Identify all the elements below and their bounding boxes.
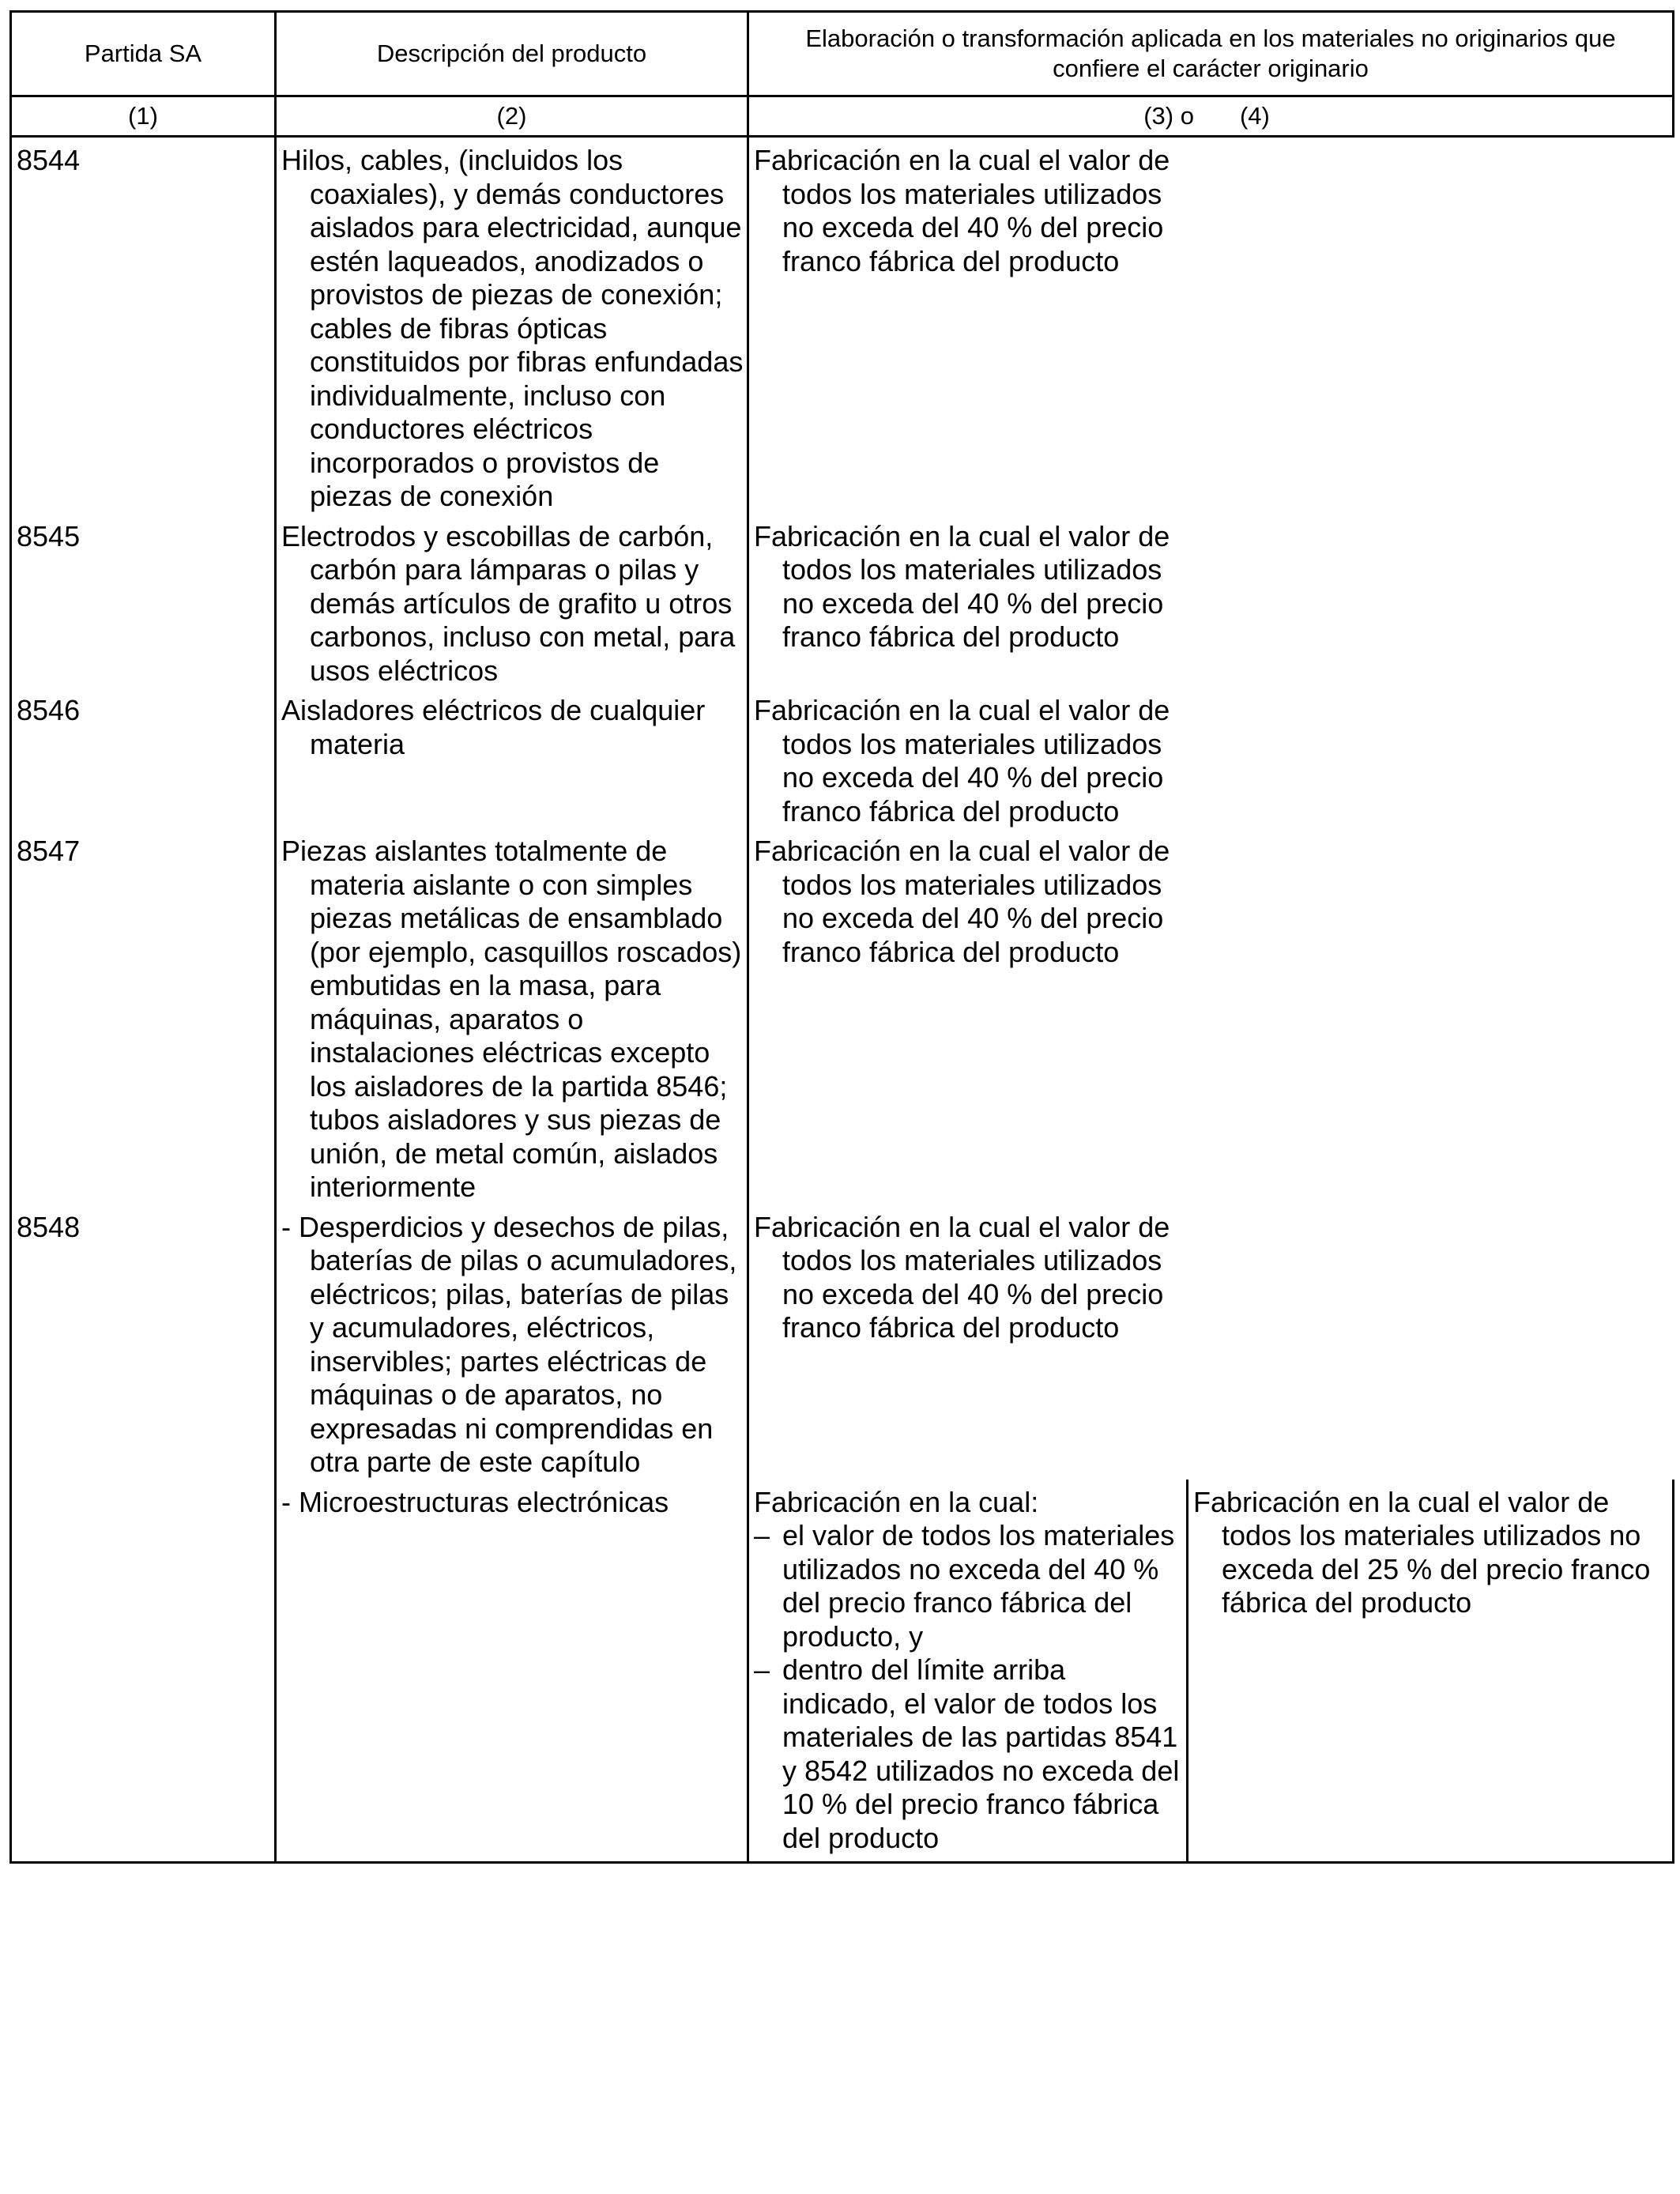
origin-rule: Fabricación en la cual el valor de todos los materiales utilizados no exceda del 40 % del precio franco fábrica del producto — [754, 519, 1170, 653]
column-number-2: (2) — [276, 96, 748, 137]
table-row — [11, 828, 1674, 1204]
column-number-3-4 — [748, 96, 1674, 137]
header-working-processing: Elaboración o transformación aplicada en los materiales no originarios que confiere el carácter originario — [748, 12, 1674, 96]
alternative-origin-rule: Fabricación en la cual el valor de todos los materiales utilizados no exceda del 25 % del precio franco fábrica del producto — [1193, 1485, 1651, 1619]
header-row — [11, 12, 1674, 96]
origin-rule: Fabricación en la cual el valor de todos los materiales utilizados no exceda del 40 % del precio franco fábrica del producto — [754, 144, 1170, 277]
hs-code: 8547 — [11, 828, 276, 1204]
origin-rule-item-text: dentro del límite arriba indicado, el valor de todos los materiales de las partidas 8541 y 8542 utilizados no exceda del 10 % del precio franco fábrica del producto — [782, 1653, 1180, 1854]
rules-table — [9, 10, 1674, 1864]
column-number-3: (3) o — [1143, 102, 1194, 130]
dash-marker: – — [754, 1519, 770, 1551]
origin-rule: Fabricación en la cual el valor de todos los materiales utilizados no exceda del 40 % del precio franco fábrica del producto — [754, 1210, 1170, 1344]
column-number-row — [11, 96, 1674, 137]
product-description: Electrodos y escobillas de carbón, carbón para lámparas o pilas y demás artículos de grafito u otros carbonos, incluso con metal, para usos eléctricos — [281, 519, 736, 687]
table-row — [11, 1204, 1674, 1480]
table-row — [11, 1480, 1674, 1863]
hs-code: 8546 — [11, 688, 276, 828]
origin-rule-item-text: el valor de todos los materiales utilizados no exceda del 40 % del precio franco fábrica del producto, y — [782, 1519, 1175, 1653]
column-number-1: (1) — [11, 96, 276, 137]
column-number-4: (4) — [1239, 102, 1270, 130]
product-description: Aisladores eléctricos de cualquier materia — [281, 694, 706, 760]
hs-code: 8545 — [11, 514, 276, 688]
table-row — [11, 137, 1674, 514]
origin-rule: Fabricación en la cual el valor de todos los materiales utilizados no exceda del 40 % del precio franco fábrica del producto — [754, 835, 1170, 968]
hs-code — [11, 1480, 276, 1863]
origin-rule-intro: Fabricación en la cual: — [754, 1485, 1039, 1518]
dash-marker: – — [754, 1653, 770, 1686]
hs-code: 8544 — [11, 137, 276, 514]
hs-code: 8548 — [11, 1204, 276, 1480]
product-description: - Microestructuras electrónicas — [281, 1485, 669, 1518]
product-description: Hilos, cables, (incluidos los coaxiales), y demás conductores aislados para electricidad, aunque estén laqueados, anodizados o provistos de piezas de conexión; cables de fibras ópticas constituidos por fibras enfundadas individualmente, incluso con conductores eléctricos incorporados o provistos de piezas de conexión — [281, 144, 744, 512]
header-hs-heading: Partida SA — [11, 12, 276, 96]
origin-rule-item — [754, 1519, 1186, 1653]
header-product-description: Descripción del producto — [276, 12, 748, 96]
origin-rule: Fabricación en la cual el valor de todos los materiales utilizados no exceda del 40 % del precio franco fábrica del producto — [754, 694, 1170, 827]
table-row — [11, 688, 1674, 828]
product-description: - Desperdicios y desechos de pilas, baterías de pilas o acumuladores, eléctricos; pilas, baterías de pilas y acumuladores, eléctricos, inservibles; partes eléctricas de máquinas o de aparatos, no expresadas ni comprendidas en otra parte de este capítulo — [281, 1210, 737, 1478]
product-description: Piezas aislantes totalmente de materia aislante o con simples piezas metálicas de ensamblado (por ejemplo, casquillos roscados) embutidas en la masa, para máquinas, aparatos o instalaciones eléctricas excepto los aisladores de la partida 8546; tubos aisladores y sus piezas de unión, de metal común, aislados interiormente — [281, 835, 742, 1203]
table-row — [11, 514, 1674, 688]
origin-rule-item — [754, 1653, 1186, 1855]
